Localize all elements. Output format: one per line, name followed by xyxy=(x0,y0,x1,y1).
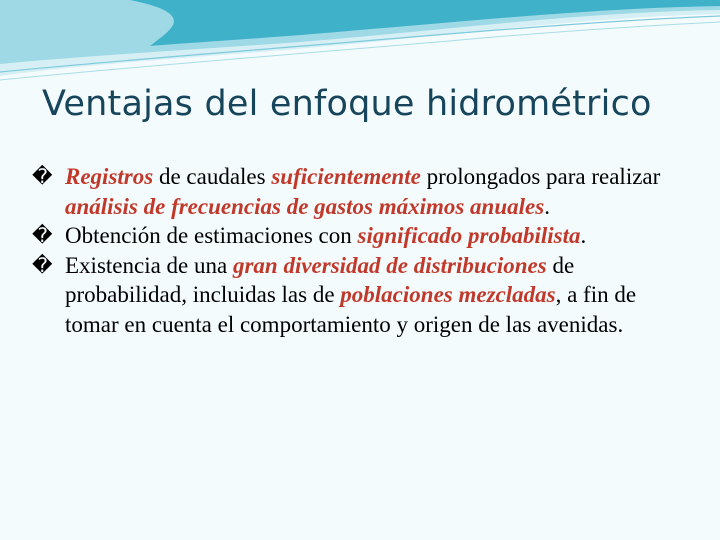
bullet-text-emphasis: suficientemente xyxy=(271,164,421,189)
bullet-text: . xyxy=(580,223,587,248)
bullet-text: . xyxy=(544,193,550,219)
bullet-item-existencia xyxy=(32,251,692,340)
bullet-item-registros xyxy=(32,162,692,221)
bullet-text-emphasis: gran diversidad de distribuciones xyxy=(232,252,547,278)
bullet-text: Obtención de estimaciones con xyxy=(65,223,358,248)
bullet-text-emphasis: análisis de frecuencias de gastos máximos anuales xyxy=(65,193,545,219)
wave-band-dark xyxy=(130,0,720,46)
bullet-text: de probabilidad, incluidas las de xyxy=(65,252,575,307)
bullet-text: , a fin de tomar en cuenta el comportamiento y origen de las avenidas. xyxy=(65,282,637,337)
slide-title: Ventajas del enfoque hidrométrico xyxy=(42,84,652,124)
bullet-text-emphasis: Registros xyxy=(65,164,154,189)
bullet-marker: � xyxy=(32,252,53,277)
bullet-text-emphasis: significado probabilista xyxy=(357,223,581,248)
bullet-marker: � xyxy=(32,164,53,188)
bullet-text-emphasis: poblaciones mezcladas xyxy=(340,282,556,307)
bullet-item-obtencion xyxy=(32,221,692,251)
bullet-text: prolongados para realizar xyxy=(420,164,661,189)
bullet-list xyxy=(32,162,692,339)
bullet-text: Existencia de una xyxy=(65,252,233,278)
bullet-marker: � xyxy=(32,223,53,247)
bullet-text: de caudales xyxy=(153,164,272,189)
